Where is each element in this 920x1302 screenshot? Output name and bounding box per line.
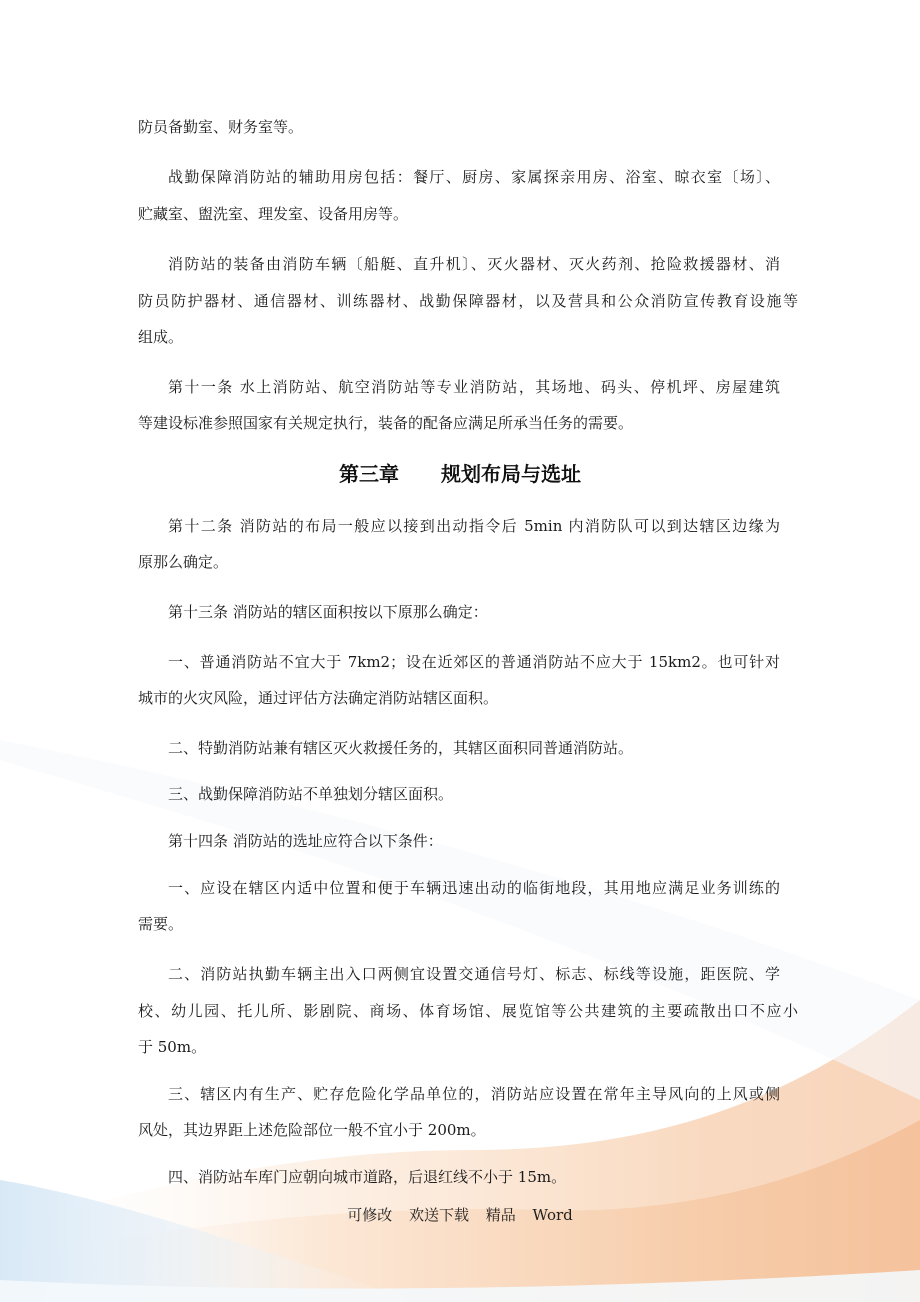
- text-line: 三、辖区内有生产、贮存危险化学品单位的，消防站应设置在常年主导风向的上风或侧: [168, 1085, 780, 1103]
- page-footer: 可修改 欢送下载 精品 Word: [347, 1206, 573, 1224]
- text-line: 贮藏室、盥洗室、理发室、设备用房等。: [138, 205, 409, 223]
- text-line: 等建设标准参照国家有关规定执行，装备的配备应满足所承当任务的需要。: [138, 414, 634, 432]
- text-line: 一、应设在辖区内适中位置和便于车辆迅速出动的临街地段，其用地应满足业务训练的: [168, 879, 780, 897]
- text-line: 三、战勤保障消防站不单独划分辖区面积。: [168, 785, 454, 803]
- text-line: 战勤保障消防站的辅助用房包括：餐厅、厨房、家属探亲用房、浴室、晾衣室〔场〕、: [168, 168, 780, 186]
- text-line: 需要。: [138, 915, 184, 933]
- text-line: 于 50m。: [138, 1038, 207, 1056]
- text-line: 消防站的装备由消防车辆〔船艇、直升机〕、灭火器材、灭火药剂、抢险救援器材、消: [168, 255, 780, 273]
- text-line: 第十三条 消防站的辖区面积按以下原那么确定：: [168, 603, 488, 621]
- text-line: 防员防护器材、通信器材、训练器材、战勤保障器材，以及营具和公众消防宣传教育设施等: [138, 292, 798, 310]
- text-line: 二、特勤消防站兼有辖区灭火救援任务的，其辖区面积同普通消防站。: [168, 739, 634, 757]
- chapter-heading: [0, 461, 920, 487]
- text-line: 一、普通消防站不宜大于 7km2；设在近郊区的普通消防站不应大于 15km2。也可针对: [168, 653, 780, 671]
- text-line: 原那么确定。: [138, 553, 229, 571]
- text-line: 校、幼儿园、托儿所、影剧院、商场、体育场馆、展览馆等公共建筑的主要疏散出口不应小: [138, 1002, 798, 1020]
- text-line: 防员备勤室、财务室等。: [138, 118, 304, 136]
- text-line: 第十二条 消防站的布局一般应以接到出动指令后 5min 内消防队可以到达辖区边缘为: [168, 517, 780, 535]
- chapter-number: 第三章: [339, 462, 399, 486]
- text-line: 四、消防站车库门应朝向城市道路，后退红线不小于 15m。: [168, 1168, 567, 1186]
- text-line: 城市的火灾风险，通过评估方法确定消防站辖区面积。: [138, 689, 499, 707]
- text-line: 第十四条 消防站的选址应符合以下条件：: [168, 832, 443, 850]
- chapter-title: 规划布局与选址: [441, 462, 581, 486]
- text-line: 第十一条 水上消防站、航空消防站等专业消防站，其场地、码头、停机坪、房屋建筑: [168, 378, 780, 396]
- text-line: 组成。: [138, 328, 184, 346]
- text-line: 二、消防站执勤车辆主出入口两侧宜设置交通信号灯、标志、标线等设施，距医院、学: [168, 965, 780, 983]
- text-line: 风处，其边界距上述危险部位一般不宜小于 200m。: [138, 1121, 486, 1139]
